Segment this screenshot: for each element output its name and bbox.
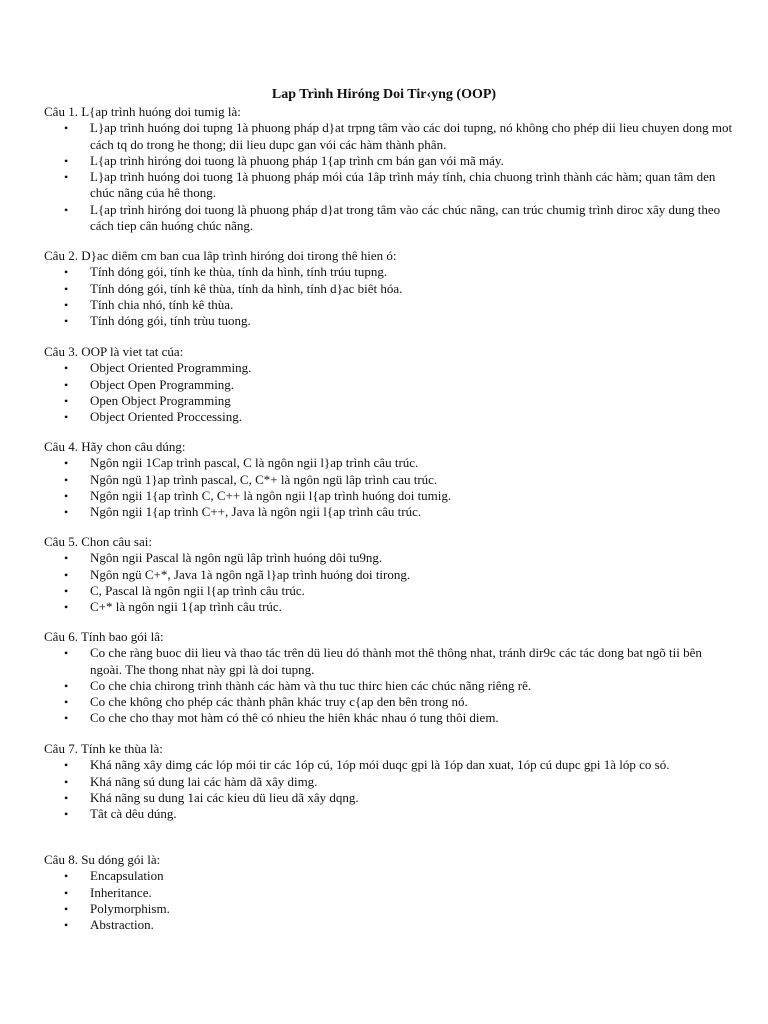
bullet-icon: • — [64, 265, 69, 280]
question-1 — [44, 104, 734, 234]
bullet-icon: • — [64, 456, 69, 471]
option-item — [44, 868, 734, 884]
bullet-icon: • — [64, 583, 69, 598]
option-item — [44, 504, 734, 520]
option-item — [44, 297, 734, 313]
bullet-icon: • — [64, 410, 69, 425]
question-2 — [44, 248, 734, 329]
option-item — [44, 710, 734, 726]
option-text: L}ap trình huóng doi tupng 1à phuong pháp d}at trpng tâm vào các doi tupng, nó không cho phép dii lieu chuyen dong mot cách tq do trong he thong; dii lieu dupc gan vói các hàm thành phân. — [90, 120, 733, 152]
question-6 — [44, 629, 734, 727]
option-item — [44, 599, 734, 615]
option-item — [44, 550, 734, 566]
option-text: Ngôn ngü 1}ap trình pascal, C, C*+ là ngôn ngü lâp trình cau trúc. — [90, 471, 438, 487]
question-title: Câu 2. D}ac diêm cm ban cua lâp trình hiróng doi tirong thê hien ó: — [44, 248, 397, 263]
option-text: Co che chia chirong trình thành các hàm và thu tuc thirc hien các chúc nãng riêng rê. — [90, 677, 532, 693]
question-7 — [44, 741, 734, 822]
option-text: Khá nãng su dung 1ai các kieu dü lieu dã xây dqng. — [90, 789, 359, 805]
option-text: Tât cà dêu dúng. — [90, 806, 177, 822]
option-text: Tính dóng gói, tính trùu tuong. — [90, 313, 251, 329]
option-item — [44, 202, 734, 235]
bullet-icon: • — [64, 774, 69, 789]
option-text: Ngôn ngii 1{ap trình C++, Java là ngôn ngii l{ap trình câu trúc. — [90, 504, 422, 520]
option-item — [44, 360, 734, 376]
bullet-icon: • — [64, 567, 69, 582]
option-item — [44, 694, 734, 710]
option-text: C, Pascal là ngôn ngii l{ap trình câu trúc. — [90, 582, 305, 598]
bullet-icon: • — [64, 901, 69, 916]
option-item — [44, 393, 734, 409]
document-title: Lap Trình Hiróng Doi Tir‹yng (OOP) — [271, 87, 497, 102]
bullet-icon: • — [64, 488, 69, 503]
bullet-icon: • — [64, 790, 69, 805]
bullet-icon: • — [64, 121, 69, 136]
bullet-icon: • — [64, 646, 69, 661]
option-item — [44, 281, 734, 297]
bullet-icon: • — [64, 281, 69, 296]
option-item — [44, 472, 734, 488]
question-title: Câu 4. Hãy chon câu dúng: — [44, 439, 186, 454]
option-item — [44, 901, 734, 917]
bullet-icon: • — [64, 695, 69, 710]
bullet-icon: • — [64, 711, 69, 726]
option-item — [44, 583, 734, 599]
option-text: Ngôn ngii Pascal là ngôn ngü lâp trình huóng dôi tu9ng. — [90, 550, 383, 566]
option-list — [44, 264, 734, 329]
bullet-icon: • — [64, 361, 69, 376]
option-text: L{ap trình hiróng doi tuong là phuong pháp 1{ap trình cm bán gan vói mã máy. — [90, 152, 504, 168]
option-item — [44, 790, 734, 806]
bullet-icon: • — [64, 393, 69, 408]
bullet-icon: • — [64, 472, 69, 487]
question-title: Câu 6. Tính bao gói lâ: — [44, 629, 164, 644]
option-list — [44, 645, 734, 726]
option-text: Ngôn ngii 1{ap trình C, C++ là ngôn ngii l{ap trình huóng doi tumig. — [90, 487, 452, 503]
option-text: L}ap trình huóng doi tuong 1à phuong pháp mói cúa 1âp trình máy tính, chia chuong trình thành các hàm; quan tâm den chúc nãng cúa hê thong. — [90, 169, 716, 201]
option-item — [44, 645, 734, 678]
option-text: Khá nãng xây dimg các lóp mói tir các 1óp cú, 1óp mói duqc gpi là 1óp dan xuat, 1óp cú dupc gpi 1à lóp co só. — [90, 757, 670, 773]
option-item — [44, 488, 734, 504]
bullet-icon: • — [64, 758, 69, 773]
option-text: L{ap trình hiróng doi tuong là phuong pháp d}at trong tâm vào các chúc nãng, can trúc chumig trình diroc xây dung theo cách tiep cân huóng chúc nãng. — [90, 201, 721, 234]
option-item — [44, 169, 734, 202]
question-title: Câu 1. L{ap trình huóng doi tumig là: — [44, 104, 241, 119]
option-text: Co che không cho phép các thành phân khác truy c{ap den bên trong nó. — [90, 694, 468, 710]
option-item — [44, 153, 734, 169]
option-item — [44, 917, 734, 933]
option-item — [44, 120, 734, 153]
bullet-icon: • — [64, 153, 69, 168]
option-text: Object Open Programming. — [90, 376, 235, 392]
bullet-icon: • — [64, 807, 69, 822]
option-text: Co che ràng buoc dii lieu và thao tác trên dü lieu dó thành mot thê thông nhat, tránh dir9c các tác dong bat ngõ tii bên ngoài. The thong nhat này gpi là doi tupng. — [90, 645, 702, 677]
question-title: Câu 5. Chon câu sai: — [44, 534, 152, 549]
bullet-icon: • — [64, 600, 69, 615]
option-text: Open Object Programming — [90, 392, 231, 408]
option-text: C+* là ngôn ngii 1{ap trình câu trúc. — [90, 599, 282, 615]
option-item — [44, 455, 734, 471]
option-item — [44, 264, 734, 280]
bullet-icon: • — [64, 869, 69, 884]
bullet-icon: • — [64, 297, 69, 312]
option-text: Encapsulation — [90, 868, 164, 884]
bullet-icon: • — [64, 551, 69, 566]
option-text: Object Oriented Programming. — [90, 360, 252, 376]
option-text: Khá nãng sú dung lai các hàm dã xây dimg. — [90, 773, 318, 789]
option-item — [44, 774, 734, 790]
question-title: Câu 8. Su dóng gói là: — [44, 852, 161, 867]
bullet-icon: • — [64, 505, 69, 520]
bullet-icon: • — [64, 202, 69, 217]
option-item — [44, 806, 734, 822]
bullet-icon: • — [64, 918, 69, 933]
question-5 — [44, 534, 734, 615]
option-text: Co che cho thay mot hàm có thê có nhieu the hiên khác nhau ó tung thôi diem. — [90, 710, 499, 726]
question-title: Câu 3. OOP là viet tat cúa: — [44, 344, 184, 359]
option-list — [44, 757, 734, 822]
option-item — [44, 409, 734, 425]
option-item — [44, 885, 734, 901]
bullet-icon: • — [64, 678, 69, 693]
bullet-icon: • — [64, 377, 69, 392]
question-title: Câu 7. Tính ke thùa là: — [44, 741, 163, 756]
question-8 — [44, 852, 734, 933]
option-text: Polymorphism. — [90, 900, 170, 916]
bullet-icon: • — [64, 885, 69, 900]
option-item — [44, 678, 734, 694]
option-text: Tính chia nhó, tính kê thùa. — [90, 296, 234, 312]
option-list — [44, 868, 734, 933]
option-item — [44, 313, 734, 329]
option-text: Ngôn ngü C+*, Java 1à ngôn ngã l}ap trình huóng doi tirong. — [90, 566, 411, 582]
option-text: Object Oriented Proccessing. — [90, 409, 242, 425]
option-list — [44, 360, 734, 425]
option-text: Abstraction. — [90, 917, 154, 933]
option-list — [44, 550, 734, 615]
option-list — [44, 455, 734, 520]
question-3 — [44, 344, 734, 425]
bullet-icon: • — [64, 314, 69, 329]
option-text: Tính dóng gói, tính kê thùa, tính da hình, tính d}ac biêt hóa. — [90, 280, 403, 296]
bullet-icon: • — [64, 170, 69, 185]
question-4 — [44, 439, 734, 520]
option-list — [44, 120, 734, 234]
option-item — [44, 567, 734, 583]
option-text: Inheritance. — [90, 884, 152, 900]
option-item — [44, 757, 734, 773]
option-item — [44, 377, 734, 393]
option-text: Tính dóng gói, tính ke thùa, tính da hình, tính trúu tupng. — [90, 264, 388, 280]
option-text: Ngôn ngii 1Cap trình pascal, C là ngôn ngii l}ap trình câu trúc. — [90, 455, 419, 471]
